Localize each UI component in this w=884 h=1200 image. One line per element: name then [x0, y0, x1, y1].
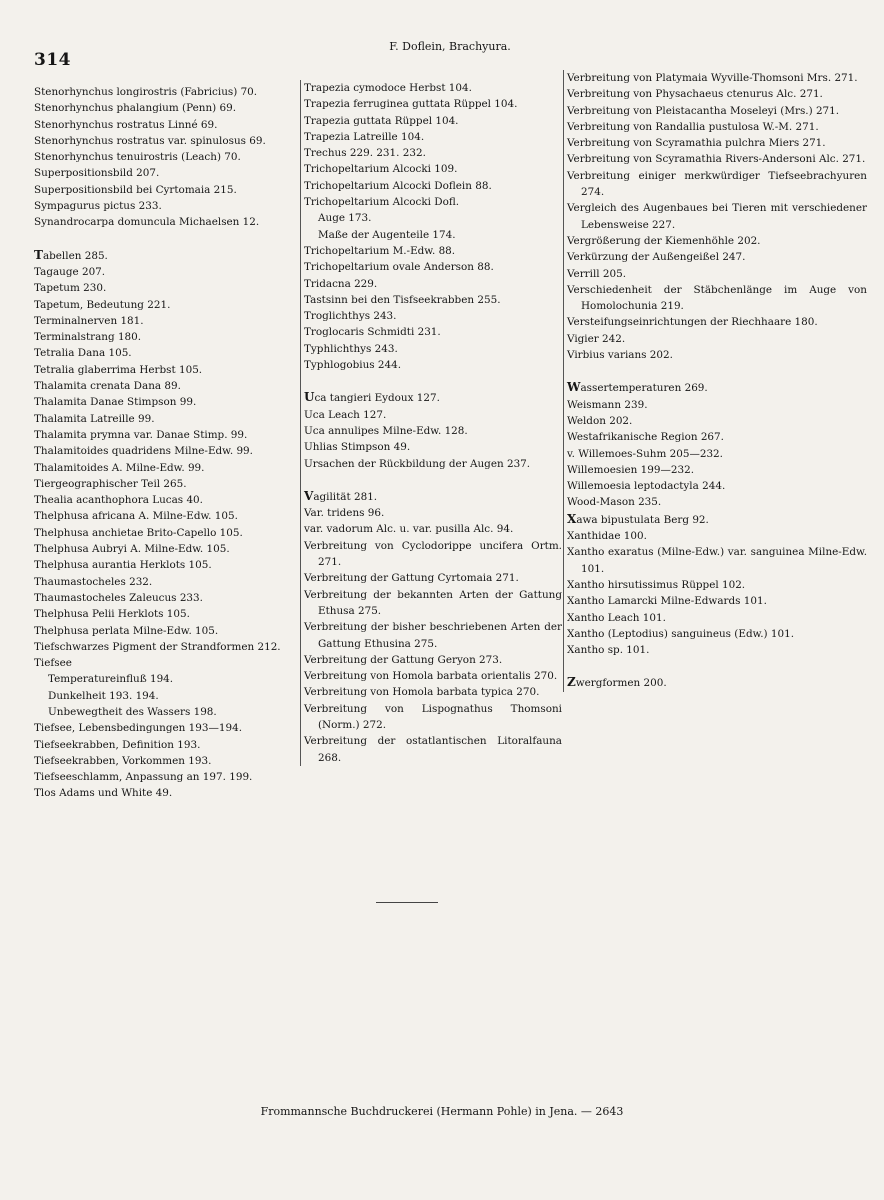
- index-entry: Stenorhynchus rostratus var. spinulosus 69.: [34, 134, 266, 147]
- index-entry: Trichopeltarium Alcocki Doflein 88.: [304, 179, 492, 192]
- index-entry: Thaumastocheles Zaleucus 233.: [34, 591, 203, 604]
- index-entry: Vagilität 281.: [304, 488, 378, 503]
- index-entry: var. vadorum Alc. u. var. pusilla Alc. 94.: [304, 523, 514, 536]
- index-entry: Weldon 202.: [567, 414, 633, 427]
- index-entry: Tagauge 207.: [34, 265, 106, 278]
- index-entry: Superpositionsbild 207.: [34, 167, 160, 180]
- index-entry: Typhlogobius 244.: [304, 359, 402, 372]
- index-entry: Synandrocarpa domuncula Michaelsen 12.: [34, 216, 260, 229]
- index-subentry: Auge 173.: [318, 212, 372, 225]
- index-entry: Xantho (Leptodius) sanguineus (Edw.) 101.: [567, 627, 795, 640]
- index-entry: Thalamitoides quadridens Milne-Edw. 99.: [34, 445, 253, 458]
- index-entry: Typhlichthys 243.: [304, 342, 398, 355]
- index-entry: Trapezia ferruginea guttata Rüppel 104.: [304, 98, 518, 111]
- index-entry: Tridacna 229.: [304, 277, 378, 290]
- index-entry: Terminalstrang 180.: [34, 331, 142, 344]
- index-entry: Thelphusa aurantia Herklots 105.: [34, 559, 212, 572]
- running-head: F. Doflein, Brachyura.: [389, 40, 511, 53]
- letter-group-gap: [304, 472, 562, 488]
- index-subentry: Unbewegtheit des Wassers 198.: [48, 705, 217, 718]
- index-entry: Tiefseekrabben, Vorkommen 193.: [34, 754, 212, 767]
- index-entry: Trechus 229. 231. 232.: [304, 147, 426, 160]
- section-initial: W: [567, 380, 581, 395]
- index-entry: Troglichthys 243.: [304, 310, 397, 323]
- index-entry: Willemoesien 199—232.: [567, 463, 695, 476]
- index-entry: Uca Leach 127.: [304, 408, 387, 421]
- index-entry: Xantho Leach 101.: [567, 611, 666, 624]
- index-entry: Sympagurus pictus 233.: [34, 200, 162, 213]
- index-entry: Superpositionsbild bei Cyrtomaia 215.: [34, 183, 237, 196]
- index-entry: v. Willemoes-Suhm 205—232.: [567, 447, 723, 460]
- index-entry: Verbreitung von Physachaeus ctenurus Alc. 271.: [567, 88, 823, 101]
- index-entry: Trichopeltarium Alcocki 109.: [304, 163, 458, 176]
- section-initial: X: [567, 511, 577, 526]
- index-entry: Thalamita prymna var. Danae Stimp. 99.: [34, 428, 248, 441]
- index-entry: Trichopeltarium M.-Edw. 88.: [304, 244, 456, 257]
- index-entry: Verbreitung von Pleistacantha Moseleyi (Mrs.) 271.: [567, 104, 840, 117]
- letter-group-gap: [304, 373, 562, 389]
- index-entry: Stenorhynchus tenuirostris (Leach) 70.: [34, 151, 241, 164]
- index-entry: Vigier 242.: [567, 332, 626, 345]
- page-number: 314: [34, 50, 71, 70]
- index-entry: Tlos Adams und White 49.: [34, 787, 173, 800]
- index-column-2: [300, 80, 562, 766]
- index-entry: Tapetum, Bedeutung 221.: [34, 298, 171, 311]
- index-entry: Verbreitung von Randallia pustulosa W.-M. 271.: [567, 120, 819, 133]
- index-entry: Tiefseekrabben, Definition 193.: [34, 738, 201, 751]
- index-entry: Virbius varians 202.: [567, 349, 673, 362]
- index-entry: Tiefsee, Lebensbedingungen 193—194.: [34, 722, 243, 735]
- index-entry: Willemoesia leptodactyla 244.: [567, 480, 726, 493]
- index-entry: Terminalnerven 181.: [34, 314, 144, 327]
- index-entry: Uhlias Stimpson 49.: [304, 441, 411, 454]
- index-entry: Xantho sp. 101.: [567, 644, 650, 657]
- index-entry: Tetralia glaberrima Herbst 105.: [34, 363, 203, 376]
- index-entry: Verschiedenheit der Stäbchenlänge im Auge von Homolochunia 219.: [567, 283, 867, 313]
- index-entry: Verbreitung der Gattung Cyrtomaia 271.: [304, 572, 519, 585]
- index-entry: Trapezia cymodoce Herbst 104.: [304, 82, 472, 94]
- index-entry: Thelphusa perlata Milne-Edw. 105.: [34, 624, 219, 637]
- index-entry: Verbreitung von Scyramathia Rivers-Andersoni Alc. 271.: [567, 153, 866, 166]
- index-entry: Tapetum 230.: [34, 282, 107, 295]
- index-entry: Wassertemperaturen 269.: [567, 380, 708, 395]
- index-entry: Trapezia Latreille 104.: [304, 130, 425, 143]
- index-entry: Thalamita crenata Dana 89.: [34, 380, 181, 393]
- index-entry: Thelphusa Aubryi A. Milne-Edw. 105.: [34, 543, 230, 556]
- index-entry: Verkürzung der Außengeißel 247.: [567, 251, 746, 264]
- index-entry: Trichopeltarium ovale Anderson 88.: [304, 261, 494, 274]
- index-entry: Stenorhynchus rostratus Linné 69.: [34, 118, 218, 131]
- index-entry: Verbreitung der bisher beschriebenen Arten der Gattung Ethusina 275.: [304, 621, 562, 650]
- printer-imprint: Frommannsche Buchdruckerei (Hermann Pohle) in Jena. — 2643: [260, 1105, 624, 1118]
- index-entry: Verbreitung von Cyclodorippe uncifera Ortm. 271.: [304, 539, 562, 569]
- index-entry: Verbreitung von Lispognathus Thomsoni (Norm.) 272.: [304, 702, 562, 731]
- index-entry: Verbreitung von Homola barbata typica 270.: [304, 686, 540, 699]
- index-entry: Tiefseeschlamm, Anpassung an 197. 199.: [34, 771, 253, 784]
- index-entry: Thelphusa africana A. Milne-Edw. 105.: [34, 510, 238, 523]
- index-entry: Uca annulipes Milne-Edw. 128.: [304, 424, 468, 437]
- index-entry: Tabellen 285.: [34, 247, 108, 262]
- index-entry: Var. tridens 96.: [304, 507, 385, 520]
- index-entry: Wood-Mason 235.: [567, 496, 662, 509]
- index-entry: Stenorhynchus longirostris (Fabricius) 70.: [34, 86, 258, 98]
- index-entry: Verbreitung der bekannten Arten der Gattung Ethusa 275.: [304, 588, 562, 617]
- index-entry: Vergrößerung der Kiemenhöhle 202.: [567, 234, 761, 247]
- index-entry: Verbreitung der Gattung Geryon 273.: [304, 653, 503, 666]
- section-initial: T: [34, 247, 43, 262]
- index-entry: Thalamita Latreille 99.: [34, 412, 155, 425]
- index-entry: Westafrikanische Region 267.: [567, 431, 724, 444]
- index-entry: Verbreitung von Scyramathia pulchra Miers 271.: [567, 137, 826, 150]
- index-entry: Xantho exaratus (Milne-Edw.) var. sanguinea Milne-Edw. 101.: [567, 546, 867, 575]
- index-column-1: [34, 84, 296, 802]
- index-entry: Stenorhynchus phalangium (Penn) 69.: [34, 102, 237, 115]
- end-rule: [376, 902, 438, 903]
- index-entry: Tastsinn bei den Tisfseekrabben 255.: [304, 293, 501, 306]
- section-initial: V: [304, 488, 314, 503]
- index-entry: Verbreitung einiger merkwürdiger Tiefseebrachyuren 274.: [567, 169, 867, 199]
- index-entry: Zwergformen 200.: [567, 675, 667, 690]
- index-entry: Thealia acanthophora Lucas 40.: [34, 494, 203, 507]
- index-entry: Xawa bipustulata Berg 92.: [567, 511, 709, 526]
- index-entry: Ursachen der Rückbildung der Augen 237.: [304, 457, 531, 470]
- index-entry: Tiergeographischer Teil 265.: [34, 477, 187, 490]
- index-subentry: Temperatureinfluß 194.: [48, 673, 174, 686]
- index-subentry: Maße der Augenteile 174.: [318, 228, 456, 241]
- index-entry: Verrill 205.: [567, 267, 627, 280]
- letter-group-gap: [567, 658, 867, 674]
- index-entry: Xantho hirsutissimus Rüppel 102.: [567, 578, 746, 591]
- index-subentry: Dunkelheit 193. 194.: [48, 689, 159, 702]
- index-entry: Verbreitung von Homola barbata orientalis 270.: [304, 670, 558, 683]
- index-entry: Thelphusa anchietae Brito-Capello 105.: [34, 526, 243, 539]
- index-entry: Verbreitung von Platymaia Wyville-Thomsoni Mrs. 271.: [567, 72, 858, 84]
- section-initial: U: [304, 390, 315, 405]
- index-entry: Tiefschwarzes Pigment der Strandformen 212.: [34, 640, 281, 653]
- index-entry: Uca tangieri Eydoux 127.: [304, 390, 440, 405]
- index-entry: Tetralia Dana 105.: [34, 347, 132, 360]
- index-entry: Versteifungseinrichtungen der Riechhaare 180.: [567, 316, 818, 329]
- index-entry: Tiefsee: [34, 657, 72, 670]
- index-entry: Thelphusa Pelii Herklots 105.: [34, 608, 190, 621]
- index-entry: Thalamita Danae Stimpson 99.: [34, 396, 197, 409]
- index-entry: Trapezia guttata Rüppel 104.: [304, 114, 459, 127]
- index-entry: Weismann 239.: [567, 398, 648, 411]
- index-entry: Thaumastocheles 232.: [34, 575, 153, 588]
- section-initial: Z: [567, 675, 576, 690]
- index-entry: Trichopeltarium Alcocki Dofl.: [304, 196, 460, 209]
- index-entry: Vergleich des Augenbaues bei Tieren mit verschiedener Lebensweise 227.: [567, 202, 867, 231]
- index-entry: Troglocaris Schmidti 231.: [304, 326, 441, 339]
- letter-group-gap: [567, 363, 867, 379]
- index-column-3: [563, 70, 867, 692]
- index-entry: Xanthidae 100.: [567, 530, 647, 543]
- letter-group-gap: [34, 231, 296, 247]
- index-entry: Thalamitoides A. Milne-Edw. 99.: [34, 461, 205, 474]
- index-entry: Verbreitung der ostatlantischen Litoralfauna 268.: [304, 735, 562, 764]
- index-entry: Xantho Lamarcki Milne-Edwards 101.: [567, 595, 767, 608]
